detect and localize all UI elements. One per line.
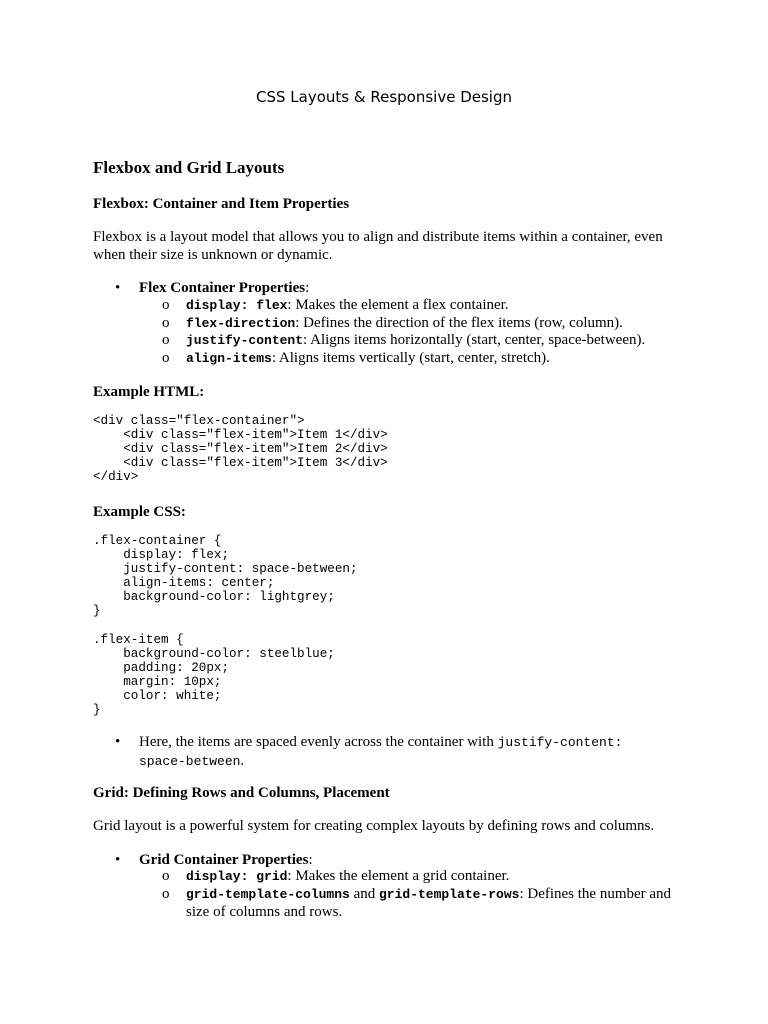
document-page: CSS Layouts & Responsive Design Flexbox and Grid Layouts Flexbox: Container and Item Properties Flexbox is a layout model that allows you to align and distribute items within a container, even when their size is unknown or dynamic. • Flex Container Properties: o display: flex: Makes the element a flex container. o flex-direction: Defines the direction of the flex items (row, column). o justify-content: Aligns items horizontally (start, center, space-between). o align-items: Aligns items vertically (start, center, stretch). Example HTML: <div class="flex-container"> <div class="flex-item">Item 1</div> <div class="flex-item">Item 2</div> <div class="flex-item">Item 3</div> </div> Example CSS: .flex-container { display: flex; justify-content: space-between; align-items: center; background-color: lightgrey; } .flex-item { background-color: steelblue; padding: 20px; margin: 10px; color: white; } • Here, the items are spaced evenly across the container with justify-content: space-between. Grid: Defining Rows and Columns, Placement Grid layout is a powerful system for creating complex layouts by defining rows and columns. • Grid Container Properties: o display: grid: Makes the element a grid container. o grid-template-columns and grid-template-rows: Defines the number and size of columns and rows.	[0, 0, 768, 1024]
bullet-icon: •	[115, 734, 121, 750]
sub-bullet-icon: o	[162, 886, 170, 902]
sub-bullet-icon: o	[162, 297, 170, 313]
section-heading: Flexbox and Grid Layouts	[93, 158, 285, 177]
sub-bullet-icon: o	[162, 314, 170, 331]
sub-bullet-icon: o	[162, 349, 170, 366]
property-desc: : Makes the element a grid container.	[287, 868, 510, 884]
property-code: grid-template-rows	[379, 887, 520, 902]
property-code: display: grid	[186, 869, 288, 884]
example-css-code-block: .flex-container { display: flex; justify-content: space-between; align-items: center; background-color: lightgrey; } .flex-item { background-color: steelblue; padding: 20px; margin: 10px; color: white; }	[93, 534, 358, 718]
document-title: CSS Layouts & Responsive Design	[256, 88, 512, 106]
grid-intro: Grid layout is a powerful system for creating complex layouts by defining rows and columns.	[93, 818, 655, 834]
grid-heading: Grid: Defining Rows and Columns, Placement	[93, 785, 390, 801]
property-code: align-items	[186, 350, 272, 366]
inline-code: justify-content: space-between	[139, 735, 623, 769]
property-desc: : Makes the element a flex container.	[287, 297, 509, 313]
sub-bullet-icon: o	[162, 332, 170, 348]
bullet-icon: •	[115, 280, 121, 296]
flexbox-heading: Flexbox: Container and Item Properties	[93, 196, 350, 212]
property-code: display: flex	[186, 298, 288, 313]
property-code: grid-template-columns	[186, 887, 350, 902]
property-code: justify-content	[186, 333, 304, 348]
sub-bullet-icon: o	[162, 868, 170, 884]
property-desc: : Aligns items horizontally (start, center, space-between).	[303, 332, 646, 348]
example-html-code-block: <div class="flex-container"> <div class="flex-item">Item 1</div> <div class="flex-item">Item 2</div> <div class="flex-item">Item 3</div> </div>	[93, 414, 388, 485]
property-desc: : Aligns items vertically (start, center, stretch).	[271, 349, 550, 366]
property-desc: : Defines the direction of the flex items (row, column).	[295, 314, 623, 331]
bullet-icon: •	[115, 852, 121, 868]
grid-container-label: Grid Container Properties	[139, 852, 309, 868]
property-desc: : Defines the number and size of columns and rows.	[186, 886, 672, 920]
example-css-label: Example CSS:	[93, 504, 186, 520]
flexbox-intro: Flexbox is a layout model that allows you to align and distribute items within a container, even when their size is unknown or dynamic.	[93, 229, 663, 263]
flex-container-label: Flex Container Properties	[139, 280, 306, 296]
property-code: flex-direction	[186, 315, 296, 331]
example-html-label: Example HTML:	[93, 384, 205, 400]
